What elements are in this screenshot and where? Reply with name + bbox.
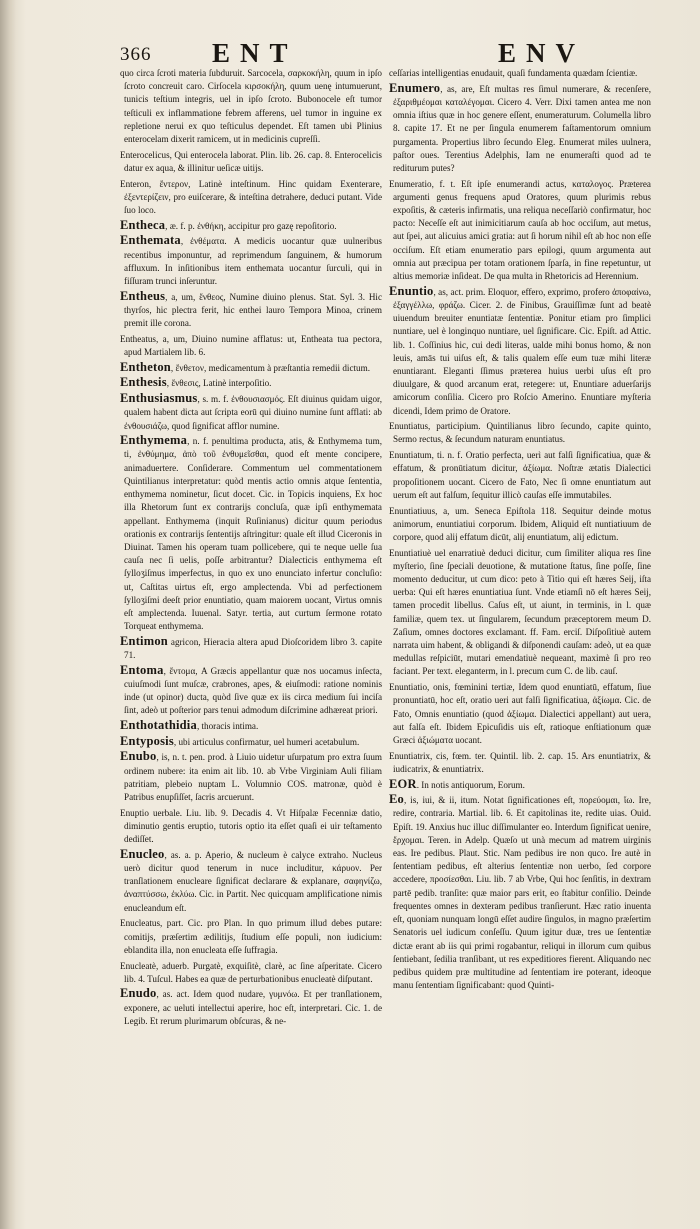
entry-text: ceſſarias intelligentias enudauit, quaſi fundamenta quædam ſcientiæ.: [389, 68, 638, 78]
dictionary-entry: [120, 392, 382, 433]
entry-text: , ἔνθεσις, Latinè interpoſitio.: [166, 378, 272, 389]
page-gutter-shadow: [0, 0, 16, 1229]
dictionary-entry: [389, 82, 651, 175]
entry-text: Enucleatus, part. Cic. pro Plan. In quo primum illud debes putare: comitijs, præſertim ædilitijs, ſtudium eſſe populi, non iudicium: eblandita illa, non enucleata eſſe ſuffragia.: [120, 918, 382, 955]
entry-text: Enuntiatiuè uel enarratiuè deduci dicitur, cum ſimiliter aliqua res ſine myſterio, ſine ſpeciali deuotione, & mutatione ſtatus, ſine poſſe, ſine momento deducitur, ut cum dico: peto à Titio qui eſt hæres Seij, iſta uerba: Qui eſt hæres enuntiatiua ſunt. Vnde etiamſi nō eſt hæres Seij, tamen procedit libellus. Caſus eſt, ut aiunt, in terminis, in l. quæ familiæ, quem tex. ut ſingularem, ſecundum præceptorem meum D. Zaſium, omnes doctores exclamant. ff. Fam. erciſ. Diſpoſitiuè autem narrata uim habent, & obligandi & diſponendi cauſam: adeò, ut ea quæ medullas reſpiciūt, mutari emendatiuè nequeant, maximè ſi pro reo faciant. Per text. eleganterm, in l. precum cum C. de lib. cauſ.: [389, 547, 651, 677]
dictionary-entry: [389, 66, 651, 80]
dictionary-entry: [120, 987, 382, 1028]
dictionary-entry: [120, 290, 382, 331]
entry-text: Enucleatè, aduerb. Purgatè, exquiſitè, clarè, ac ſine aſperitate. Cicero lib. 4. Tuſcul. Habes ea quæ de perturbationibus enucleatè diſputant.: [120, 960, 382, 984]
dictionary-entry: [120, 376, 382, 390]
entry-text: , æ. f. p. ἐνθήκη, accipitur pro gazę repoſitorio.: [165, 220, 337, 231]
entry-headword: Entheca: [120, 217, 166, 232]
entry-text: , s. m. f. ἐνθουσιασμός. Eſt diuinus quidam uigor, qualem habent dicta aut ſcripta eorū qui diuino numine ſunt afflati: ab ἐνθουσιάζω, quod ſignificat afflor numine.: [124, 394, 382, 431]
dictionary-entry: [120, 148, 382, 175]
entry-text: Enuntiatum, ti. n. f. Oratio perfecta, uerì aut falſi ſignificatiua, quæ & effatum, & pronūtiatum dicitur, ἀξίωμα. Noſtræ ætatis Dialectici propoſitionem uocant. Cicero de Fato, Nec ſi omne enuntiatum aut uerum eſt aut falſum, ſequitur illicò cauſas eſſe immutabiles.: [389, 450, 651, 500]
dictionary-entry: [120, 635, 382, 662]
entry-headword: Enuntio: [389, 283, 434, 298]
entry-text: , thoracis intima.: [196, 721, 259, 732]
dictionary-entry: [389, 177, 651, 284]
running-head-right: ENV: [498, 38, 586, 68]
dictionary-entry: [389, 419, 651, 446]
dictionary-entry: [120, 219, 382, 233]
dictionary-entry: [120, 719, 382, 733]
dictionary-entry: [120, 434, 382, 633]
entry-text: quo circa ſcroti materia ſubduruit. Sarcocela, σαρκοκήλη, quum in ipſo ſcroto concreuit caro. Cirſocela κιρσοκήλη, quum uenę intumuerunt, tunicis teſtium integris, uel in ipſo ſcroto. Bubonocele eſt tumor teſticuli ex inflammatione febrem afferens, uel tumor in inguine ex repletione nerui ex quo teſticulus dependet. Eſt tamen ubi Plinius enterocelam dixerit ramicem, ut in medicinis cupreſſi.: [120, 68, 382, 145]
entry-text: , as, are, Eſt multas res ſimul numerare, & recenſere, ἐξαριθμέομαι καταλέγομαι. Cicero 4. Verr. Dixi tamen antea me non omnia iſtius quæ in hoc genere eſſent, enumeraturum. Columella libro 8. capite 17. Et ne per ſingula enumerem faſtamentorum omnium purgamenta. Propertius libro ſecundo Eleg. Enumerat miles uulnera, paſtor oues. Terentius Adelphis, Iam ne enumeraſti quod ad te rediturum putes?: [393, 83, 651, 173]
entry-text: Enteron, ἔντερον, Latinè inteſtinum. Hinc quidam Exenterare, ἐξεντερίζειν, pro euiſcerare, & inteſtina detrahere, deduci putant. Vide ſuo loco.: [120, 178, 382, 216]
entry-headword: Entoma: [120, 662, 164, 677]
entry-text: Enuntiatus, participium. Quintilianus libro ſecundo, capite quinto, Sermo rectus, & ſecundum naturam enuntiatus.: [389, 421, 651, 445]
entry-text: agricon, Hieracia altera apud Dioſcoridem libro 3. capite 71.: [124, 636, 382, 661]
entry-text: , is, iui, & ii, itum. Notat ſignificationes eſt, πορεύομαι, ἴω. Ire, redire, contraria. Martial. lib. 6. Et capitolinas ite, redite uias. Ouid. Epiſt. 19. Anxius huc illuc diſſimulanter eo. Interdum ſignificat uenire, ἔρχομαι. Teren. in Adelp. Quæſo ut unà mecum ad matrem uirginis eas. Ire pedibus. Plaut. Stic. Nam pedibus ire non quco. Ire autè in ſententiam pedibus, eſt alterius ſententiæ non uerbo, ſed corpore accedere, προσίεσθαι. Liu. lib. 7 ab Vrbe, Qui hoc ſenſitis, in dextram partē pedib. tranſite: quæ maior pars erit, eo ſtabitur conſilio. Deinde frequentes omnes in dexteram pedibus tranſierunt. Hæc ratio inuenta eſt, quoniam nunquam longū eſſet audire ſingulos, in magno præſertim Senatoris uel iudicum conſeſſu. Quum igitur duæ, tres ue ſententiæ dictæ erant ab iis qui primi rogabantur, reliqui in illorum cum quibus ſentiebant, ſedilia tranſibant, ut res expeditiores fierent. Aliquando nec pedibus quidem præ multitudine ad ſententiam ire poterant, ideoque manu ſententiam ſignificabant: quod Quinti-: [393, 795, 651, 991]
dictionary-entry: [389, 680, 651, 747]
dictionary-entry: [120, 177, 382, 218]
dictionary-entry: [120, 959, 382, 986]
dictionary-entry: [120, 848, 382, 915]
dictionary-entry: [120, 735, 382, 749]
entry-text: Enuntiatrix, cis, fœm. ter. Quintil. lib. 2. cap. 15. Ars enuntiatrix, & iudicatrix, & enuntiatrix.: [389, 750, 651, 774]
entry-text: , n. f. penultima producta, atis, & Enthymema tum, ti, ἐνθύμημα, ἀπὸ τοῦ ἐνθυμεῖσθαι, quod eſt mente concipere, animaduertere. Conſiderare. Commentum uel commentationem Quintilianus interpretatur: quòd mentis actio omnis atque ſententia, enthymema nominetur, ſicut docet. Cic. in Topicis inquiens, Ex hoc illa Rhetorum ſunt ex contrarijs concluſa, quæ ipſi enthymemata appellant. Enthymema (inquit Ruſinianus) dicitur quum periodus orationis ex contrarijs ſententijs aſtringitur: quale eſt illud Ciceronis in Diuinat. Tamen his operam tuam pollicebere, qui te neque uelle ſua cauſa nec ſi uelis, poſſe arbitrantur? Dialecticis enthymema eſt ſylloʒiſmus imperfectus, in quo ex uno enunciato infertur concluſio: ut, Caſtitas uirtus eſt, ergo amplectenda. Vbi ad perfectionem ſylloʒiſmi deeſt prior enuntiatio, quam maiorem uocant, Virtus omnis eſt amplectenda. Iuuenal. Satyr. tertia, aut curtum ſermone rotato Torqueat enthymema.: [124, 436, 382, 632]
entry-headword: Entyposis: [120, 733, 174, 748]
dictionary-entry: [389, 778, 651, 792]
dictionary-entry: [120, 361, 382, 375]
entry-text: , ἔνθετον, medicamentum à præſtantia remedii dictum.: [170, 362, 370, 373]
entry-headword: Eo: [389, 792, 404, 807]
dictionary-entry: [120, 750, 382, 804]
dictionary-entry: [120, 66, 382, 146]
dictionary-entry: [389, 546, 651, 679]
dictionary-entry: [389, 793, 651, 992]
right-column: [389, 66, 651, 994]
entry-text: Enterocelicus, Qui enterocela laborat. Plin. lib. 26. cap. 8. Enterocelicis datur ex aqua, & illinitur ueſicæ uitijs.: [120, 149, 382, 173]
entry-headword: Enthesis: [120, 375, 167, 390]
entry-headword: Enumero: [389, 80, 441, 95]
dictionary-entry: [389, 504, 651, 545]
entry-text: . In notis antiquorum, Eorum.: [416, 779, 525, 790]
dictionary-entry: [389, 448, 651, 502]
entry-text: , ἐνθέματα. A medicis uocantur quæ uulneribus recentibus imponuntur, ad reprimendum ſanguinem, & humorum affluxum. In inſitionibus item enthemata uocantur ſurculi, qui in fiſſuram trunci inſeruntur.: [124, 236, 382, 287]
entry-headword: Enthymema: [120, 433, 188, 448]
entry-text: , is, n. t. pen. prod. à Liuio uidetur uſurpatum pro extra ſuum ordinem nubere: ita enim ait lib. 10. ab Vrbe Virginiam Auli filiam patritiam, plebeio nuptam L. Volumnio COS. matronæ, quòd è Patribus enupſiſſet, ſacris arcuerunt.: [124, 752, 382, 803]
entry-headword: Enucleo: [120, 846, 165, 861]
entry-text: Enuptio uerbale. Liu. lib. 9. Decadis 4. Vt Hiſpalæ Fecenniæ datio, diminutio gentis eruptio, tutoris optio ita eſſet quaſi ei uir teſtamento dediſſet.: [120, 807, 382, 845]
entry-headword: Entimon: [120, 633, 168, 648]
entry-text: Entheatus, a, um, Diuino numine afflatus: ut, Entheata tua pectora, apud Martialem lib. 6.: [120, 333, 382, 358]
page-number: 366: [120, 44, 152, 65]
dictionary-entry: [389, 749, 651, 776]
entry-text: , as. a. p. Aperio, & nucleum è calyce extraho. Nucleus uerò dicitur quod tenerum in nuce includitur, κάρυον. Per tranſlationem enucleare ſignificat declarare & explanare, σαφηνίζω, ἀναπτύσσω, ἐκλύω. Cic. in Partit. Nec quicquam amplificatione nimis enucleandum eſt.: [124, 849, 382, 913]
dictionary-entry: [120, 806, 382, 847]
dictionary-entry: [120, 332, 382, 359]
entry-text: , ἔντομα, A Græcis appellantur quæ nos uocamus inſecta, cuiuſmodi ſunt muſcæ, crabrones, apes, & eiuſmodi: ratione nominis inde (ut opinor) ducta, quòd ſive quæ ex iis circa medium ſui inciſa ſint, adeò ut poſterior pars tenui admodum diſcrimine adhæreat priori.: [124, 665, 382, 716]
entry-headword: Entheton: [120, 359, 171, 374]
dictionary-entry: [120, 664, 382, 718]
entry-headword: Entheus: [120, 288, 166, 303]
entry-headword: Enudo: [120, 986, 157, 1001]
entry-headword: EOR: [389, 776, 417, 791]
entry-headword: Enthotathidia: [120, 718, 197, 733]
entry-headword: Enthusiasmus: [120, 391, 198, 406]
entry-headword: Enubo: [120, 749, 157, 764]
dictionary-entry: [120, 916, 382, 957]
entry-text: Enuntiatiuus, a, um. Seneca Epiſtola 118. Sequitur deinde motus animorum, enuntiatiui corporum. Ibidem, Aliquid eſt nuntiatiuum de corpore, quod alij effatum dicūt, alij enuntiatum, alij edictum.: [389, 505, 651, 542]
entry-headword: Enthemata: [120, 233, 181, 248]
entry-text: Enumeratio, f. t. Eſt ipſe enumerandi actus, καταλογος. Præterea argumenti genus frequens apud Oratores, quum plurimis rebus expoſitis, & cæteris infirmatis, una reliqua neceſſariò confirmatur, hoc pacto: Neceſſe eſt aut inimicitiarum cauſa ab hoc occiſum, aut metus, aut ſpei, aut alicuius amici gratia: aut ſi horum nihil eſt ab hoc non eſſe occiſum. Eſt etiam enumeratio pars epilogi, quum argumenta aut omnia aut præcipua per totam orationem ſparſa, in fine repetuntur, ut altius memoriæ inſideat. De qua multa in Rhetoricis ad Herennium.: [389, 178, 651, 282]
entry-text: Enuntiatio, onis, fœminini tertiæ, Idem quod enuntiatū, effatum, ſiue pronuntiatū, hoc eſt, oratio ueri aut falſi ſignificatiua, ἀξίωμα. Cic. de Fato, Omnis enuntiatio (quod ἀξίωμα. Dialectici appellant) aut uera, aut falſa eſt. Ibidem Epicuſidis uis eſt, ratioque enſtiationum quæ Græci ἀξιώματα uocant.: [389, 682, 651, 745]
entry-text: , as. act. Idem quod nudare, γυμνόω. Et per tranſlationem, exponere, ac ueluti intellectui aperire, hoc eſt, interpretari. Cic. 1. de Legib. Et rerum plurimarum obſcuras, & ne-: [124, 989, 382, 1026]
left-column: [120, 66, 382, 1030]
running-head-left: ENT: [212, 38, 298, 68]
dictionary-entry: [120, 234, 382, 288]
dictionary-entry: [389, 285, 651, 418]
entry-text: , as, act. prim. Eloquor, effero, exprimo, profero ἀποφαίνω, ἐξαγγέλλω, φράζω. Cicer. 2. de Finibus, Grauiſſimæ ſunt ad beatè uiuendum breuiter enuntiatæ ſententiæ. Ponitur etiam pro ſimplici nuntiare, uel è longinquo nuntiare, uel ſignificare. Cic. Epiſt. ad Attic. lib. 1. Coſſinius hic, cui dedi literas, ualde mihi bonus homo, & non leuis, amās tui uiſus eſt, & talis qualem eſſe eum tuæ mihi literæ enuntiarant. Eleganti ſſimus præterea huius uerbi uſus eſt pro diuulgare, & quod arcanum erat, retegere: ut, Enuntiare aduerſarijs amicorum conſilia. Cicero pro Roſcio Amerino. Enuntiare myſteria dicendi, Idem primo de Oratore.: [393, 286, 651, 416]
entry-text: , a, um, ἔνθεος, Numine diuino plenus. Stat. Syl. 3. Hic thyrſos, hic plectra ferit, hic enthei lauro Tempora Minoa, crinem premit ille corona.: [124, 291, 382, 329]
entry-text: , ubi articulus confirmatur, uel humeri acetabulum.: [173, 736, 360, 747]
